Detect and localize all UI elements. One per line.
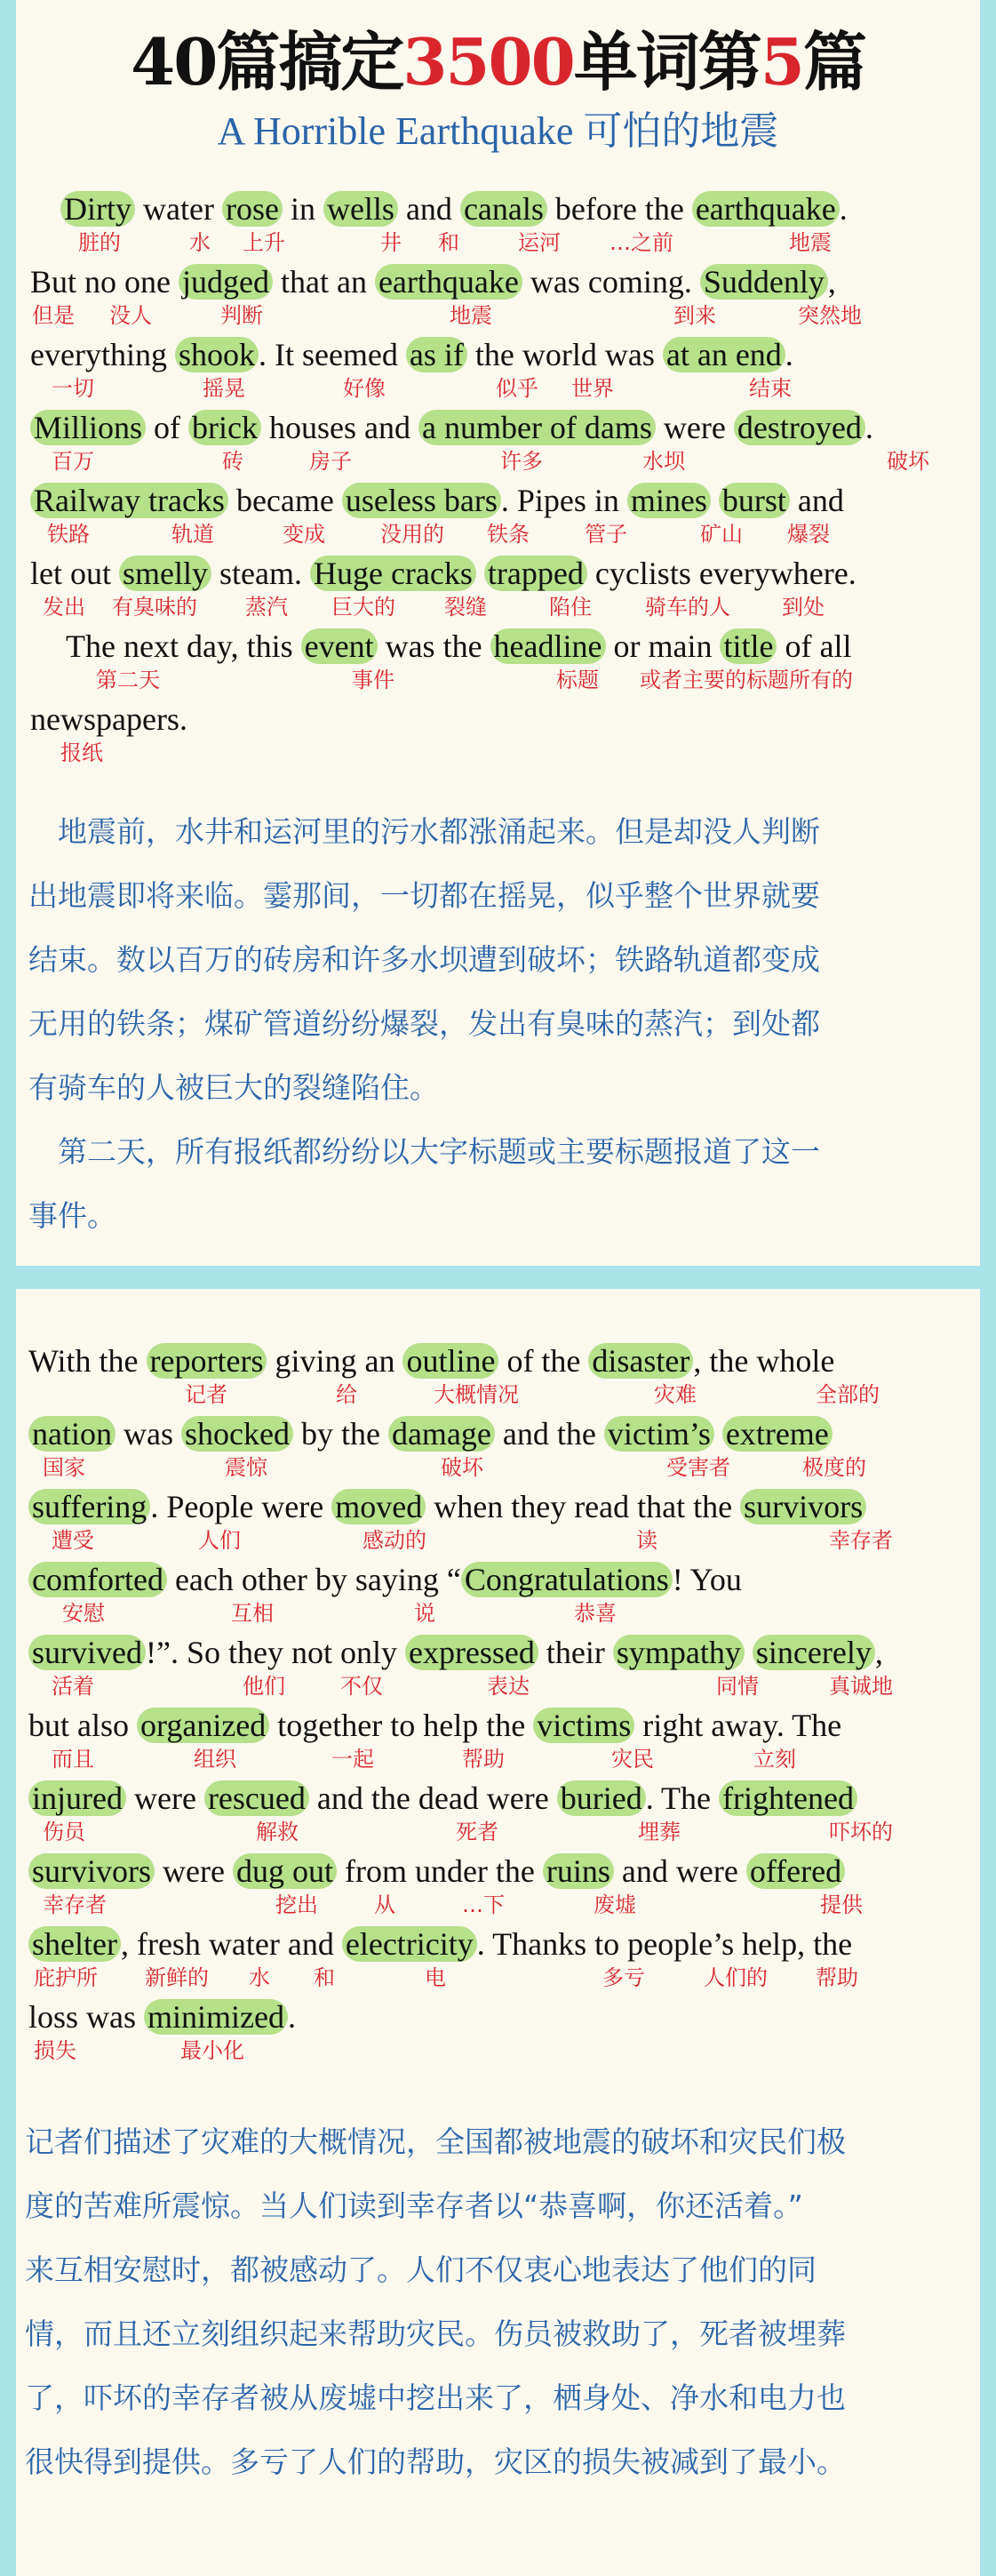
vocab-word: disaster <box>588 1343 693 1379</box>
gloss-word: 和 <box>314 1965 335 1990</box>
vocab-word: Congratulations <box>461 1562 673 1597</box>
translation-line: 了，吓坏的幸存者被从废墟中挖出来了，栖身处、净水和电力也 <box>25 2380 846 2415</box>
title-part2: 单词第 <box>573 24 761 100</box>
translation-line: 结束。数以百万的砖房和许多水坝遭到破坏；铁路轨道都变成 <box>28 942 820 977</box>
vocab-word: outline <box>402 1343 498 1379</box>
gloss-word: 铁条 <box>487 522 530 547</box>
vocab-word: expressed <box>405 1635 538 1670</box>
translation-line: 情，而且还立刻组织起来帮助灾民。伤员被救助了，死者被埋葬 <box>25 2316 846 2351</box>
gloss-word: 灾民 <box>611 1747 654 1772</box>
plain-text: and the dead were <box>308 1780 557 1816</box>
vocab-word: earthquake <box>692 191 840 227</box>
plain-text: of all <box>777 628 852 664</box>
plain-text: their <box>538 1635 613 1670</box>
vocab-word: wells <box>323 191 398 227</box>
gloss-word: 安慰 <box>62 1601 105 1626</box>
gloss-word: 感动的 <box>363 1528 426 1553</box>
plain-text: let out <box>30 556 119 591</box>
gloss-word: 庇护所 <box>34 1965 98 1990</box>
gloss-word: 不仅 <box>340 1674 383 1699</box>
plain-text: and <box>397 191 460 227</box>
translation-line: 事件。 <box>28 1198 116 1233</box>
gloss-word: 水 <box>189 230 211 255</box>
translation-line: 地震前，水井和运河里的污水都涨涌起来。但是却没人判断 <box>28 814 820 849</box>
vocab-word: rose <box>222 191 283 227</box>
page-title <box>16 18 980 107</box>
translation-line: 记者们描述了灾难的大概情况，全国都被地震的破坏和灾民们极 <box>25 2124 846 2159</box>
vocab-word: shelter <box>28 1926 121 1962</box>
passage-line <box>30 697 187 741</box>
plain-text: ! You <box>672 1562 742 1597</box>
vocab-word: frightened <box>719 1780 857 1816</box>
vocab-word: Dirty <box>60 191 135 227</box>
gloss-word: 骑车的人 <box>645 595 730 620</box>
vocab-word: victim’s <box>604 1416 714 1452</box>
gloss-word: …之前 <box>610 230 673 255</box>
title-part-number: 5 <box>760 24 803 100</box>
plain-text: But no one <box>30 264 179 300</box>
gloss-word: 判断 <box>220 303 263 328</box>
vocab-word: dug out <box>233 1853 337 1889</box>
subtitle: A Horrible Earthquake 可怕的地震 <box>217 109 779 153</box>
gloss-word: 活着 <box>52 1674 94 1699</box>
plain-text: everything <box>30 337 175 372</box>
passage-line <box>28 1922 852 1966</box>
plain-text: . <box>865 410 873 445</box>
plain-text: but also <box>28 1708 137 1743</box>
gloss-word: 多亏 <box>602 1965 645 1990</box>
gloss-word: 而且 <box>52 1747 94 1772</box>
plain-text: of <box>146 410 189 445</box>
gloss-word: 人们的 <box>704 1965 768 1990</box>
gloss-word: 灾难 <box>654 1382 697 1407</box>
gloss-word: 从 <box>374 1892 395 1917</box>
gloss-word: 受害者 <box>666 1455 730 1480</box>
vocab-word: damage <box>388 1416 495 1452</box>
gloss-word: 标题 <box>556 668 599 692</box>
passage-line <box>28 1557 742 1602</box>
gloss-word: 矿山 <box>700 522 743 547</box>
gloss-word: 到处 <box>782 595 825 620</box>
title-number: 3500 <box>402 24 574 100</box>
gloss-word: 组织 <box>194 1747 236 1772</box>
passage-line <box>28 1849 845 1893</box>
gloss-word: 第二天 <box>96 668 160 692</box>
plain-text: , fresh water and <box>120 1926 342 1962</box>
vocab-word: survivors <box>28 1853 155 1889</box>
gloss-word: 互相 <box>231 1601 274 1626</box>
gloss-word: 废墟 <box>594 1892 636 1917</box>
gloss-word: 挖出 <box>275 1892 318 1917</box>
vocab-word: nation <box>28 1416 116 1452</box>
gloss-word: 到来 <box>673 303 716 328</box>
gloss-word: 井 <box>380 230 402 255</box>
plain-text <box>711 483 719 518</box>
plain-text: together to help the <box>269 1708 534 1743</box>
vocab-word: a number of dams <box>418 410 656 445</box>
vocab-word: buried <box>557 1780 646 1816</box>
translation-line: 第二天，所有报纸都纷纷以大字标题或主要标题报道了这一 <box>28 1134 820 1169</box>
gloss-word: 真诚地 <box>829 1674 893 1699</box>
plain-text: that an <box>272 264 375 300</box>
plain-text: loss was <box>28 1999 145 2035</box>
passage-line <box>30 405 873 450</box>
plain-text <box>476 556 484 591</box>
vocab-word: trapped <box>484 556 587 591</box>
gloss-word: 给 <box>336 1382 357 1407</box>
vocab-word: canals <box>460 191 547 227</box>
plain-text: giving an <box>267 1343 403 1379</box>
plain-text: . It seemed <box>258 337 406 372</box>
gloss-word: 百万 <box>52 449 94 474</box>
vocab-word: at an end <box>663 337 785 372</box>
plain-text: . Thanks to people’s help, the <box>476 1926 853 1962</box>
gloss-word: 一切 <box>52 376 94 401</box>
top-panel <box>16 0 980 1266</box>
gloss-word: 恭喜 <box>574 1601 617 1626</box>
gloss-word: 他们 <box>243 1674 285 1699</box>
gloss-word: 国家 <box>43 1455 85 1480</box>
gloss-word: 运河 <box>518 230 561 255</box>
gloss-word: 陷住 <box>549 595 592 620</box>
vocab-word: destroyed <box>734 410 865 445</box>
vocab-word: sympathy <box>613 1635 745 1670</box>
vocab-word: headline <box>490 628 606 664</box>
gloss-word: 但是 <box>32 303 75 328</box>
plain-text: were <box>155 1853 233 1889</box>
passage-line <box>28 1412 833 1456</box>
vocab-word: event <box>301 628 378 664</box>
plain-text: The next day, this <box>66 628 301 664</box>
plain-text: . <box>287 1999 296 2035</box>
vocab-word: victims <box>533 1708 634 1743</box>
gloss-word: 事件 <box>352 668 394 692</box>
gloss-word: 上升 <box>243 230 285 255</box>
plain-text: became <box>227 483 342 518</box>
vocab-word: survivors <box>740 1489 866 1524</box>
title-part1: 40篇搞定 <box>131 24 403 100</box>
gloss-word: 脏的 <box>78 230 121 255</box>
plain-text: in <box>282 191 323 227</box>
gloss-word: 表达 <box>487 1674 530 1699</box>
vocab-word: brick <box>188 410 261 445</box>
gloss-word: 房子 <box>309 449 352 474</box>
plain-text: of the <box>498 1343 589 1379</box>
gloss-word: 解救 <box>256 1820 299 1844</box>
gloss-word: 电 <box>425 1965 446 1990</box>
gloss-word: 裂缝 <box>444 595 487 620</box>
plain-text: each other by saying “ <box>166 1562 461 1597</box>
vocab-word: comforted <box>28 1562 167 1597</box>
plain-text: , <box>827 264 836 300</box>
plain-text: were <box>125 1780 204 1816</box>
passage-line <box>30 332 793 377</box>
gloss-word: 变成 <box>283 522 325 547</box>
plain-text: and <box>789 483 844 518</box>
gloss-word: 报纸 <box>60 740 103 765</box>
gloss-word: 全部的 <box>816 1382 880 1407</box>
plain-text: was the <box>377 628 490 664</box>
vocab-word: moved <box>331 1489 426 1524</box>
plain-text: was coming. <box>522 264 700 300</box>
translation-line: 无用的铁条；煤矿管道纷纷爆裂，发出有臭味的蒸汽；到处都 <box>28 1006 820 1041</box>
passage-line <box>28 1630 883 1675</box>
vocab-word: rescued <box>204 1780 309 1816</box>
plain-text: !”. So they not only <box>145 1635 405 1670</box>
passage-line <box>28 1703 841 1748</box>
gloss-word: 结束 <box>749 376 792 401</box>
gloss-word: 爆裂 <box>787 522 830 547</box>
gloss-word: 损失 <box>34 2038 76 2063</box>
gloss-word: 蒸汽 <box>245 595 288 620</box>
gloss-word: 许多 <box>500 449 543 474</box>
passage-line <box>28 1776 857 1820</box>
vocab-word: electricity <box>342 1926 477 1962</box>
gloss-word: 帮助 <box>462 1747 505 1772</box>
plain-text: . Pipes in <box>500 483 627 518</box>
plain-text: steam. <box>211 556 310 591</box>
vocab-word: useless bars <box>342 483 501 518</box>
vocab-word: minimized <box>144 1999 288 2035</box>
vocab-word: smelly <box>119 556 211 591</box>
gloss-word: 埋葬 <box>638 1820 681 1844</box>
plain-text: , <box>874 1635 883 1670</box>
vocab-word: ruins <box>543 1853 614 1889</box>
vocab-word: Huge cracks <box>310 556 476 591</box>
gloss-word: 立刻 <box>753 1747 796 1772</box>
gloss-word: 说 <box>414 1601 435 1626</box>
gloss-word: 水坝 <box>642 449 685 474</box>
gloss-word: 轨道 <box>171 522 214 547</box>
vocab-word: organized <box>137 1708 269 1743</box>
passage-line <box>30 260 836 304</box>
vocab-word: title <box>720 628 777 664</box>
gloss-word: 人们 <box>198 1528 241 1553</box>
gloss-word: 最小化 <box>180 2038 244 2063</box>
plain-text: . The <box>645 1780 720 1816</box>
gloss-word: 发出 <box>43 595 85 620</box>
plain-text: when they read that the <box>426 1489 741 1524</box>
gloss-word: 死者 <box>456 1820 498 1844</box>
gloss-word: 地震 <box>450 303 492 328</box>
translation-line: 度的苦难所震惊。当人们读到幸存者以“恭喜啊，你还活着。” <box>25 2188 803 2223</box>
plain-text: by the <box>292 1416 388 1452</box>
vocab-word: offered <box>746 1853 845 1889</box>
plain-text: , the whole <box>693 1343 835 1379</box>
translation-line: 来互相安慰时，都被感动了。人们不仅衷心地表达了他们的同 <box>25 2252 817 2287</box>
gloss-word: 幸存者 <box>829 1528 893 1553</box>
plain-text: cyclists everywhere. <box>586 556 857 591</box>
gloss-word: 破坏 <box>441 1455 483 1480</box>
gloss-word: 极度的 <box>802 1455 866 1480</box>
gloss-word: 摇晃 <box>203 376 245 401</box>
plain-text: right away. The <box>634 1708 842 1743</box>
plain-text: water <box>135 191 222 227</box>
gloss-word: 吓坏的 <box>829 1820 893 1844</box>
translation-line: 有骑车的人被巨大的裂缝陷住。 <box>28 1070 439 1105</box>
gloss-word: 或者主要的标题所有的 <box>640 668 853 692</box>
vocab-word: survived <box>28 1635 146 1670</box>
plain-text: and the <box>494 1416 604 1452</box>
plain-text: before the <box>546 191 692 227</box>
passage-line <box>30 478 844 523</box>
gloss-word: 铁路 <box>47 522 90 547</box>
vocab-word: shook <box>175 337 259 372</box>
plain-text: was <box>115 1416 181 1452</box>
gloss-word: 震惊 <box>225 1455 267 1480</box>
gloss-word: 和 <box>438 230 459 255</box>
gloss-word: 破坏 <box>887 449 929 474</box>
gloss-word: 巨大的 <box>331 595 395 620</box>
gloss-word: 没人 <box>109 303 152 328</box>
gloss-word: 管子 <box>585 522 627 547</box>
title-part3: 篇 <box>802 24 865 100</box>
gloss-word: 帮助 <box>816 1965 858 1990</box>
bottom-panel <box>16 1289 980 2576</box>
vocab-word: extreme <box>722 1416 833 1452</box>
vocab-word: Railway tracks <box>30 483 228 518</box>
vocab-word: mines <box>627 483 711 518</box>
vocab-word: shocked <box>181 1416 293 1452</box>
plain-text: . <box>839 191 848 227</box>
gloss-word: 似乎 <box>496 376 538 401</box>
gloss-word: 突然地 <box>798 303 862 328</box>
vocab-word: injured <box>28 1780 126 1816</box>
passage-line <box>28 1484 866 1529</box>
gloss-word: 没用的 <box>380 522 444 547</box>
gloss-word: 水 <box>249 1965 270 1990</box>
plain-text: or main <box>605 628 721 664</box>
passage-line <box>28 1995 296 2039</box>
plain-text <box>745 1635 753 1670</box>
plain-text: and were <box>613 1853 746 1889</box>
plain-text: the world was <box>466 337 663 372</box>
plain-text: from under the <box>336 1853 543 1889</box>
vocab-word: reporters <box>147 1343 267 1379</box>
gloss-word: 记者 <box>185 1382 227 1407</box>
gloss-word: 砖 <box>222 449 243 474</box>
passage-line <box>28 1339 834 1383</box>
gloss-word: 有臭味的 <box>112 595 197 620</box>
gloss-word: 读 <box>636 1528 657 1553</box>
gloss-word: 新鲜的 <box>145 1965 209 1990</box>
gloss-word: 提供 <box>820 1892 863 1917</box>
passage-line <box>66 624 851 668</box>
gloss-word: 遭受 <box>52 1528 94 1553</box>
gloss-word: 伤员 <box>43 1820 85 1844</box>
gloss-word: 幸存者 <box>43 1892 107 1917</box>
translation-line: 很快得到提供。多亏了人们的帮助，灾区的损失被减到了最小。 <box>25 2444 846 2479</box>
vocab-word: Millions <box>30 410 146 445</box>
translation-line: 出地震即将来临。霎那间，一切都在摇晃，似乎整个世界就要 <box>28 878 820 913</box>
vocab-word: suffering <box>28 1489 150 1524</box>
plain-text: houses and <box>261 410 418 445</box>
vocab-word: earthquake <box>375 264 522 300</box>
plain-text: were <box>655 410 734 445</box>
vocab-word: burst <box>719 483 790 518</box>
gloss-word: 世界 <box>571 376 614 401</box>
plain-text <box>714 1416 722 1452</box>
plain-text: . People were <box>150 1489 332 1524</box>
plain-text: . <box>785 337 793 372</box>
gloss-word: 大概情况 <box>434 1382 519 1407</box>
vocab-word: as if <box>406 337 467 372</box>
vocab-word: Suddenly <box>700 264 828 300</box>
gloss-word: 一起 <box>331 1747 374 1772</box>
gloss-word: 同情 <box>716 1674 759 1699</box>
vocab-word: judged <box>179 264 273 300</box>
plain-text: With the <box>28 1343 147 1379</box>
plain-text: newspapers. <box>30 701 187 737</box>
gloss-word: 好像 <box>343 376 386 401</box>
gloss-word: 地震 <box>789 230 832 255</box>
vocab-word: sincerely <box>753 1635 875 1670</box>
gloss-word: …下 <box>462 1892 505 1917</box>
passage-line <box>60 187 848 231</box>
passage-line <box>30 551 857 596</box>
